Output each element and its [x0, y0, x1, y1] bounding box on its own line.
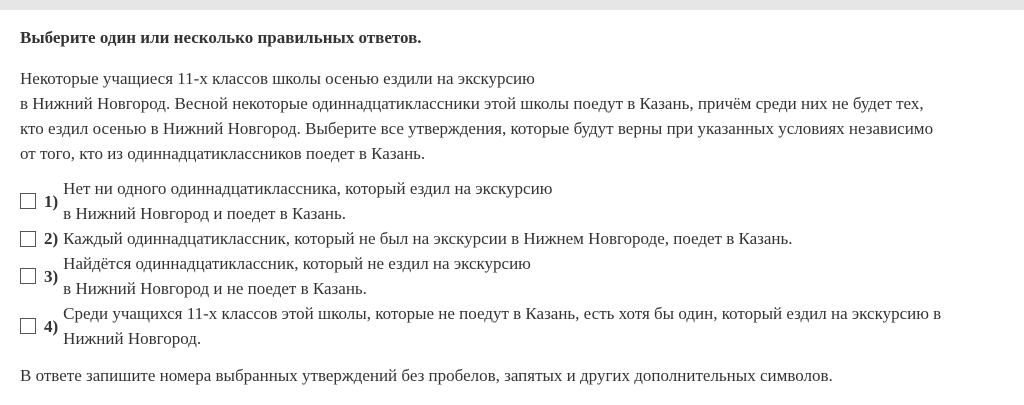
- option-2-line: Каждый одиннадцатиклассник, который не был на экскурсии в Нижнем Новгороде, поедет в Казань.: [63, 229, 793, 248]
- option-2-text: [63, 226, 1004, 251]
- question-content: [20, 20, 1004, 405]
- answer-option-3[interactable]: [20, 251, 1004, 301]
- option-2-checkbox[interactable]: [20, 231, 36, 247]
- answer-options: [20, 176, 1004, 351]
- option-4-text: [63, 301, 1004, 351]
- answer-option-4[interactable]: [20, 301, 1004, 351]
- question-instruction: Выберите один или несколько правильных ответов.: [20, 28, 422, 47]
- answer-instruction: В ответе запишите номера выбранных утверждений без пробелов, запятых и других дополнительных символов.: [20, 366, 833, 385]
- option-4-line: Среди учащихся 11-х классов этой школы, которые не поедут в Казань, есть хотя бы один, который ездил на экскурсию в: [63, 304, 942, 323]
- problem-line: от того, кто из одиннадцатиклассников поедет в Казань.: [20, 144, 426, 163]
- option-3-text: [63, 251, 1004, 301]
- answer-option-1[interactable]: [20, 176, 1004, 226]
- option-4-line: Нижний Новгород.: [63, 329, 202, 348]
- option-2-number: 2): [44, 229, 59, 248]
- option-1-number: 1): [44, 191, 59, 211]
- option-1-line: в Нижний Новгород и поедет в Казань.: [63, 204, 347, 223]
- option-3-checkbox[interactable]: [20, 268, 36, 284]
- option-3-number: 3): [44, 266, 59, 286]
- problem-line: Некоторые учащиеся 11-х классов школы осенью ездили на экскурсию: [20, 69, 535, 88]
- option-1-line: Нет ни одного одиннадцатиклассника, который ездил на экскурсию: [63, 179, 553, 198]
- option-4-checkbox[interactable]: [20, 318, 36, 334]
- option-4-number: 4): [44, 316, 59, 336]
- problem-line: в Нижний Новгород. Весной некоторые одиннадцатиклассники этой школы поедут в Казань, причём среди них не будет тех,: [20, 94, 924, 113]
- top-bar: [0, 0, 1024, 10]
- problem-line: кто ездил осенью в Нижний Новгород. Выберите все утверждения, которые будут верны при указанных условиях независимо: [20, 119, 934, 138]
- problem-statement: [20, 66, 1004, 166]
- answer-option-2[interactable]: [20, 226, 1004, 251]
- option-1-text: [63, 176, 1004, 226]
- option-3-line: Найдётся одиннадцатиклассник, который не ездил на экскурсию: [63, 254, 531, 273]
- option-1-checkbox[interactable]: [20, 193, 36, 209]
- option-3-line: в Нижний Новгород и не поедет в Казань.: [63, 279, 367, 298]
